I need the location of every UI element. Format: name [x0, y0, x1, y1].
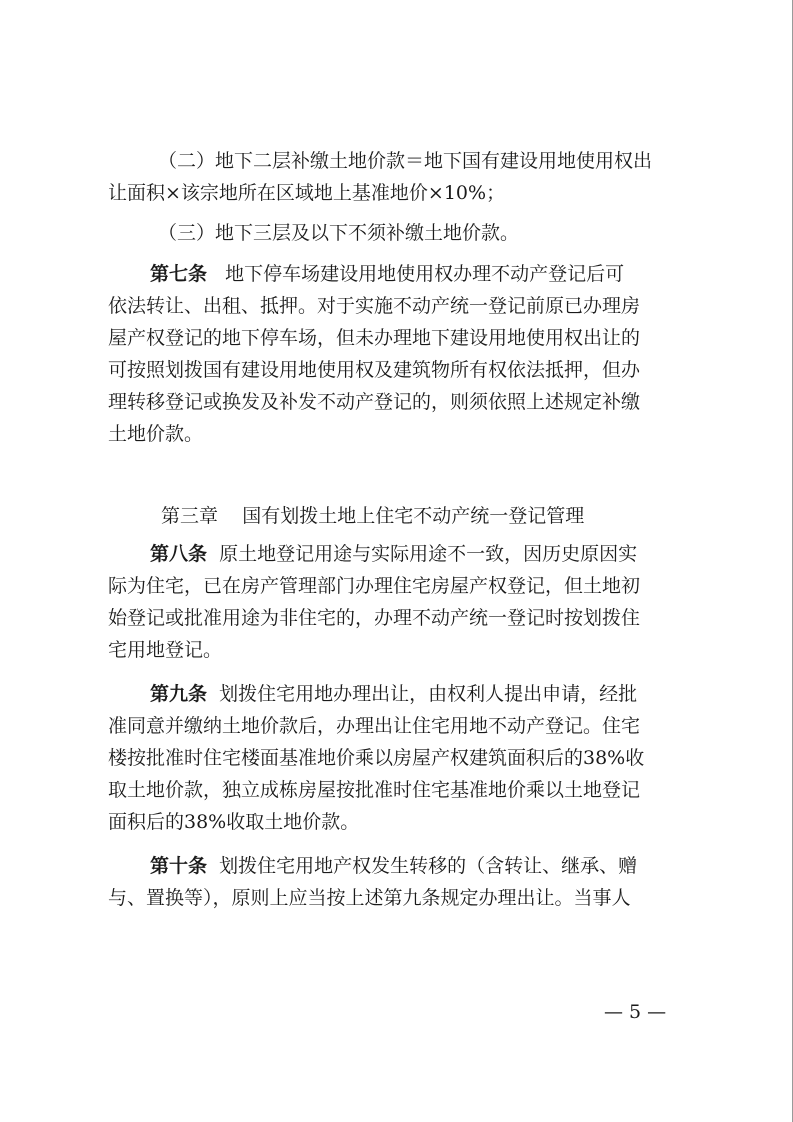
- text-line: 理转移登记或换发及补发不动产登记的，则须依照上述规定补缴: [108, 391, 641, 413]
- text-line: 楼按批准时住宅楼面基准地价乘以房屋产权建筑面积后的38%收: [108, 747, 645, 769]
- article-heading: 第七条: [150, 263, 208, 285]
- document-body: [0, 145, 793, 914]
- text-line: 宅用地登记。: [108, 639, 223, 661]
- text-line: 准同意并缴纳土地价款后，办理出让住宅用地不动产登记。住宅: [108, 715, 641, 737]
- text-line: 与、置换等），原则上应当按上述第九条规定办理出让。当事人: [108, 887, 631, 909]
- text-line: 屋产权登记的地下停车场，但未办理地下建设用地使用权出让的: [108, 327, 641, 349]
- text-line: 划拨住宅用地办理出让，由权利人提出申请，经批: [219, 683, 638, 705]
- paragraph-item-2: [0, 145, 793, 209]
- text-line: 可按照划拨国有建设用地使用权及建筑物所有权依法抵押，但办: [108, 359, 641, 381]
- text-line: 让面积×该宗地所在区域地上基准地价×10%；: [108, 182, 506, 204]
- article-heading: 第十条: [150, 855, 208, 877]
- chapter-number: 第三章: [161, 505, 219, 527]
- article-9: [0, 678, 793, 838]
- text-line: （二）地下二层补缴土地价款＝地下国有建设用地使用权出: [158, 150, 653, 172]
- chapter-heading: [0, 500, 793, 532]
- article-heading: 第九条: [150, 683, 208, 705]
- article-10: [0, 850, 793, 914]
- text-line: 际为住宅，已在房产管理部门办理住宅房屋产权登记，但土地初: [108, 575, 641, 597]
- text-line: 面积后的38%收取土地价款。: [108, 811, 360, 833]
- paragraph-item-3: [0, 217, 793, 249]
- text-line: 取土地价款，独立成栋房屋按批准时住宅基准地价乘以土地登记: [108, 779, 641, 801]
- article-heading: 第八条: [150, 543, 208, 565]
- text-line: 划拨住宅用地产权发生转移的（含转让、继承、赠: [219, 855, 638, 877]
- text-line: （三）地下三层及以下不须补缴土地价款。: [158, 222, 520, 244]
- text-line: 土地价款。: [108, 423, 204, 445]
- text-line: 地下停车场建设用地使用权办理不动产登记后可: [225, 263, 625, 285]
- text-line: 原土地登记用途与实际用途不一致，因历史原因实: [219, 543, 638, 565]
- chapter-title: 国有划拨土地上住宅不动产统一登记管理: [242, 505, 585, 527]
- article-8: [0, 538, 793, 666]
- text-line: 依法转让、出租、抵押。对于实施不动产统一登记前原已办理房: [108, 295, 641, 317]
- text-line: 始登记或批准用途为非住宅的，办理不动产统一登记时按划拨住: [108, 607, 641, 629]
- page-number: — 5 —: [604, 1001, 667, 1023]
- article-7: [0, 258, 793, 450]
